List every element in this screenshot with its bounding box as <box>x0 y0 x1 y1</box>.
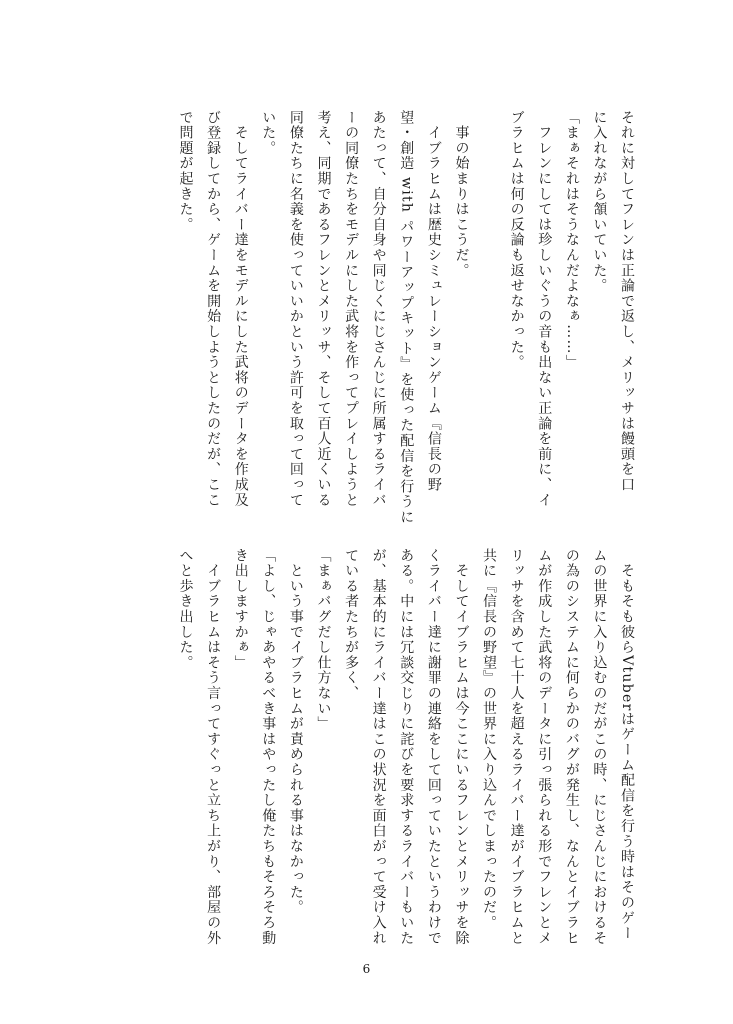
text-line: ブラヒムは何の反論も返せなかった。 <box>508 110 525 371</box>
text-line: が、基本的にライバー達はこの状況を面白がって受け入れ <box>370 548 387 946</box>
text-line: ある。中には冗談交じりに詫びを要求するライバーもいた <box>398 548 415 946</box>
text-line: 同僚たちに名義を使っていいかという許可を取って回って <box>287 110 304 508</box>
text-line: いた。 <box>260 110 277 156</box>
text-line: の為のシステムに何らかのバグが発生し、なんとイブラヒ <box>563 548 580 946</box>
text-line: そしてライバー達をモデルにした武将のデータを作成及 <box>232 110 249 508</box>
text-line: そもそも彼らVtuberはゲーム配信を行う時はそのゲー <box>619 548 635 942</box>
text-line: それに対してフレンは正論で返し、メリッサは饅頭を口 <box>619 110 635 493</box>
text-line: に入れながら頷いていた。 <box>591 110 608 294</box>
text-line: 「まぁバグだし仕方ない」 <box>315 548 332 732</box>
text-line: 「まぁそれはそうなんだよなぁ……」 <box>563 110 580 371</box>
text-line: き出しますかぁ」 <box>232 548 249 671</box>
text-line: ーの同僚たちをモデルにした武将を作ってプレイしようと <box>343 110 360 508</box>
text-line: 共に『信長の野望』の世界に入り込んでしまったのだ。 <box>481 548 498 931</box>
text-line: 望・創造 with パワーアップキット』を使った配信を行うに <box>398 110 415 526</box>
text-line: び登録してから、ゲームを開始しようとしたのだが、ここ <box>205 110 222 508</box>
text-line: 事の始まりはこうだ。 <box>453 110 470 279</box>
text-line: ムの世界に入り込むのだがこの時、にじさんじにおけるそ <box>591 548 608 946</box>
text-line <box>474 110 502 510</box>
text-line: で問題が起きた。 <box>177 110 194 233</box>
text-line: あたって、自分自身や同じくにじさんじに所属するライバ <box>370 110 387 508</box>
text-line: イブラヒムは歴史シミュレーションゲーム『信長の野 <box>425 110 442 493</box>
text-line: という事でイブラヒムが責められる事はなかった。 <box>287 548 304 916</box>
text-line: ムが作成した武将のデータに引っ張られる形でフレンとメ <box>536 548 553 946</box>
text-line: くライバー達に謝罪の連絡をして回っていたというわけで <box>425 548 442 946</box>
text-line: フレンにしては珍しいぐうの音も出ない正論を前に、イ <box>536 110 553 508</box>
upper-text-block <box>171 110 640 526</box>
text-line: へと歩き出した。 <box>177 548 194 671</box>
text-line: そしてイブラヒムは今ここにいるフレンとメリッサを除 <box>453 548 470 946</box>
page-number: 6 <box>362 962 371 976</box>
text-line: イブラヒムはそう言ってすぐっと立ち上がり、部屋の外 <box>205 548 222 946</box>
text-line: ている者たちが多く、 <box>343 548 360 701</box>
text-line: 「よし、じゃあやるべき事はやったし俺たちもそろそろ動 <box>260 548 277 946</box>
lower-text-block <box>171 548 640 948</box>
text-line: リッサを含めて七十人を超えるライバー達がイブラヒムと <box>508 548 525 946</box>
text-line: 考え、同期であるフレンとメリッサ、そして百人近くいる <box>315 110 332 508</box>
